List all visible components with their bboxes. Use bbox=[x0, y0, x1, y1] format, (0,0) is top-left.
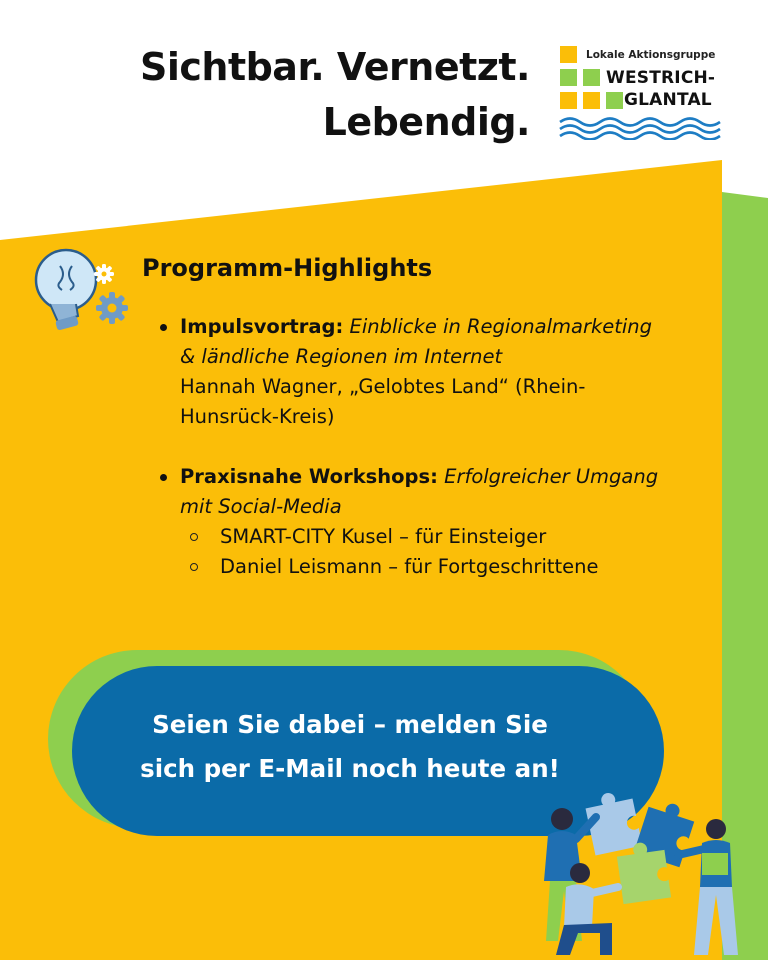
logo-square bbox=[583, 92, 600, 109]
cta-line2: sich per E-Mail noch heute an! bbox=[140, 754, 560, 783]
puzzle-people-illustration bbox=[520, 785, 768, 960]
list-item bbox=[160, 462, 720, 522]
item-label: Praxisnahe Workshops: bbox=[180, 465, 438, 488]
item-topic: mit Social-Media bbox=[180, 495, 342, 518]
lag-logo bbox=[556, 42, 726, 142]
list-item bbox=[160, 312, 720, 432]
sub-list-item: SMART-CITY Kusel – für Einsteiger bbox=[180, 522, 720, 552]
item-topic: Erfolgreicher Umgang bbox=[444, 465, 659, 488]
headline-line1: Sichtbar. Vernetzt. bbox=[139, 45, 530, 89]
logo-square bbox=[583, 69, 600, 86]
logo-square bbox=[560, 92, 577, 109]
lightbulb-icon bbox=[20, 246, 140, 346]
logo-label: Lokale Aktionsgruppe bbox=[586, 49, 716, 61]
logo-square bbox=[560, 69, 577, 86]
logo-square bbox=[560, 46, 577, 63]
logo-square bbox=[606, 92, 623, 109]
cta-line1: Seien Sie dabei – melden Sie bbox=[152, 710, 548, 739]
item-speaker: Hannah Wagner, „Gelobtes Land“ (Rhein- bbox=[180, 375, 586, 398]
section-title: Programm-Highlights bbox=[142, 254, 433, 282]
logo-name-line1: WESTRICH- bbox=[606, 68, 716, 88]
headline bbox=[140, 40, 530, 150]
item-topic: & ländliche Regionen im Internet bbox=[180, 345, 503, 368]
highlights-list bbox=[160, 312, 720, 582]
gear-icon bbox=[96, 292, 128, 324]
item-speaker: Hunsrück-Kreis) bbox=[180, 405, 335, 428]
item-topic: Einblicke in Regionalmarketing bbox=[349, 315, 653, 338]
item-label: Impulsvortrag: bbox=[180, 315, 344, 338]
logo-name-line2: GLANTAL bbox=[624, 90, 712, 110]
headline-line2: Lebendig. bbox=[322, 100, 530, 144]
logo-waves-icon bbox=[558, 114, 724, 140]
gear-icon bbox=[94, 264, 114, 284]
sub-list-item: Daniel Leismann – für Fortgeschrittene bbox=[180, 552, 720, 582]
person-figure bbox=[678, 819, 738, 955]
cta-text bbox=[90, 703, 610, 791]
